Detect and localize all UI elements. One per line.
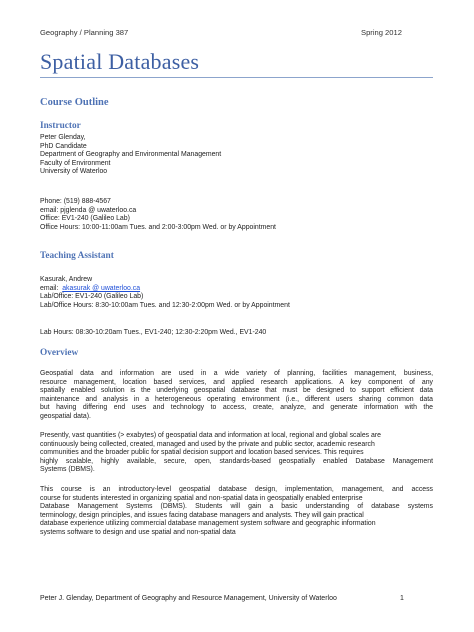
- paragraph-line: Presently, vast quantities (> exabytes) of geospatial data and information at local, regional and global scales are: [40, 432, 381, 439]
- instructor-contact: [40, 198, 276, 232]
- paragraph-line: geospatial data).: [40, 412, 91, 420]
- course-outline-heading: Course Outline: [40, 97, 109, 108]
- instructor-heading: Instructor: [40, 121, 81, 131]
- overview-paragraph-2: [40, 432, 433, 475]
- paragraph-line: Database Management Systems (DBMS). Students will gain a basic understanding of database systems: [40, 503, 433, 511]
- paragraph-line: continuously being collected, created, managed and used by the private and public sector, academic research: [40, 440, 375, 448]
- instructor-phone: Phone: (519) 888-4567: [40, 198, 111, 205]
- page-number: 1: [400, 595, 404, 602]
- instructor-line: PhD Candidate: [40, 142, 87, 150]
- paragraph-line: resource management, location based services, and applied research applications. A key component of any: [40, 378, 433, 386]
- paragraph-line: This course is an introductory-level geospatial database design, implementation, management, and access: [40, 486, 433, 493]
- title-rule: [40, 77, 433, 78]
- paragraph-line: maintenance and analysis in a heterogeneous operating environment (i.e., different users sharing common data: [40, 395, 433, 403]
- ta-email-link[interactable]: akasurak @ uwaterloo.ca: [62, 284, 141, 292]
- instructor-email: email: pjglenda @ uwaterloo.ca: [40, 206, 137, 214]
- paragraph-line: Systems (DBMS).: [40, 466, 95, 474]
- instructor-line: Faculty of Environment: [40, 159, 111, 167]
- ta-email-row: [40, 285, 290, 294]
- ta-block: [40, 276, 290, 310]
- page-title: Spatial Databases: [40, 49, 200, 74]
- ta-office-hours: Lab/Office Hours: 8:30-10:00am Tues. and 12:30-2:00pm Wed. or by Appointment: [40, 301, 290, 309]
- paragraph-line: course for students interested in organizing spatial and non-spatial data in geospatially enabled enterprise: [40, 494, 363, 502]
- instructor-office: Office: EV1-240 (Galileo Lab): [40, 215, 130, 223]
- instructor-line: University of Waterloo: [40, 168, 108, 176]
- ta-name: Kasurak, Andrew: [40, 276, 93, 283]
- paragraph-line: database experience utilizing commercial database management system software and geographic information: [40, 520, 376, 528]
- overview-paragraph-3: [40, 486, 433, 537]
- instructor-line: Department of Geography and Environmental Management: [40, 151, 222, 159]
- header-course: Geography / Planning 387: [40, 28, 129, 37]
- paragraph-line: highly scalable, highly available, secure, open, standards-based geospatially enabled Database Management: [40, 457, 433, 465]
- instructor-line: Peter Glenday,: [40, 134, 86, 141]
- ta-heading: Teaching Assistant: [40, 251, 114, 261]
- header-term: Spring 2012: [361, 28, 402, 37]
- paragraph-line: terminology, design principles, and issues facing database managers and analysts. They will gain practical: [40, 511, 364, 519]
- paragraph-line: communities and the broader public for spatial decision support and location based services. This requires: [40, 449, 364, 457]
- overview-paragraph-1: [40, 370, 433, 421]
- instructor-block: [40, 134, 221, 177]
- instructor-hours: Office Hours: 10:00-11:00am Tues. and 2:00-3:00pm Wed. or by Appointment: [40, 223, 276, 231]
- paragraph-line: Geospatial data and information are used in a wide variety of planning, facilities management, business,: [40, 370, 433, 377]
- overview-heading: Overview: [40, 348, 79, 358]
- paragraph-line: but having differing end uses and technology to access, create, analyze, and generate information with the: [40, 404, 433, 412]
- footer-text: Peter J. Glenday, Department of Geography and Resource Management, University of Waterloo: [40, 595, 337, 602]
- ta-email-label: email:: [40, 284, 63, 292]
- ta-lab-hours: Lab Hours: 08:30-10:20am Tues., EV1-240; 12:30-2:20pm Wed., EV1-240: [40, 329, 267, 336]
- paragraph-line: spatially enabled solution is the underlying geospatial database that must be designed to support efficient data: [40, 387, 433, 395]
- paragraph-line: systems software to design and use spatial and non-spatial data: [40, 528, 236, 536]
- ta-lab-office: Lab/Office: EV1-240 (Galileo Lab): [40, 293, 144, 301]
